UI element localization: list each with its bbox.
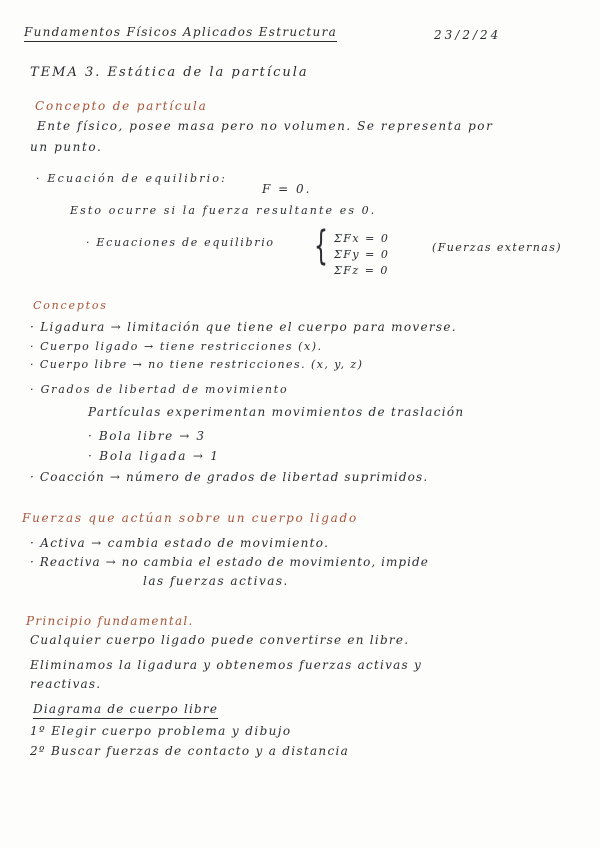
free-body-step1: 1º Elegir cuerpo problema y dibujo bbox=[30, 724, 292, 738]
forces-active: · Activa → cambia estado de movimiento. bbox=[30, 536, 330, 550]
equation-fz: ΣFz = 0 bbox=[334, 264, 389, 277]
equilibrium-note-external: (Fuerzas externas) bbox=[432, 241, 562, 254]
concept-particle-line1: Ente físico, posee masa pero no volumen. Se representa por bbox=[37, 119, 494, 133]
equilibrium-note: Esto ocurre si la fuerza resultante es 0. bbox=[70, 204, 377, 217]
equilibrium-formula: F = 0. bbox=[262, 182, 312, 196]
equation-fx: ΣFx = 0 bbox=[334, 232, 390, 245]
concepts-heading: Conceptos bbox=[33, 299, 108, 312]
concept-item-cuerpo-ligado: · Cuerpo ligado → tiene restricciones (x). bbox=[30, 340, 323, 353]
topic-title: TEMA 3. Estática de la partícula bbox=[30, 65, 309, 80]
concept-sub-traslacion: Partículas experimentan movimientos de traslación bbox=[88, 405, 465, 419]
equilibrium-equations-label: · Ecuaciones de equilibrio bbox=[86, 236, 275, 249]
free-body-step2: 2º Buscar fuerzas de contacto y a distancia bbox=[30, 744, 350, 758]
concept-particle-line2: un punto. bbox=[30, 140, 103, 154]
principle-line1: Cualquier cuerpo ligado puede convertirse en libre. bbox=[30, 633, 410, 647]
concept-sub-bola-ligada: · Bola ligada → 1 bbox=[88, 449, 220, 463]
forces-heading: Fuerzas que actúan sobre un cuerpo ligado bbox=[22, 511, 358, 525]
header-date: 23/2/24 bbox=[434, 28, 502, 42]
header-title: Fundamentos Físicos Aplicados Estructura bbox=[24, 24, 337, 42]
principle-line2: Eliminamos la ligadura y obtenemos fuerzas activas y bbox=[30, 658, 423, 672]
free-body-heading: Diagrama de cuerpo libre bbox=[33, 701, 218, 719]
forces-reactive-line2: las fuerzas activas. bbox=[143, 574, 289, 588]
concept-sub-bola-libre: · Bola libre → 3 bbox=[88, 429, 206, 443]
concept-item-cuerpo-libre: · Cuerpo libre → no tiene restricciones. (x, y, z) bbox=[30, 358, 364, 371]
forces-reactive-line1: · Reactiva → no cambia el estado de movimiento, impide bbox=[30, 555, 429, 569]
equilibrium-label-text: · Ecuación de equilibrio: bbox=[36, 172, 228, 185]
equation-fy: ΣFy = 0 bbox=[334, 248, 390, 261]
concept-item-ligadura: · Ligadura → limitación que tiene el cuerpo para moverse. bbox=[30, 320, 457, 334]
equilibrium-label bbox=[36, 171, 227, 187]
concept-item-grados-libertad: · Grados de libertad de movimiento bbox=[30, 383, 289, 396]
equations-brace: { bbox=[314, 223, 328, 269]
principle-line3: reactivas. bbox=[30, 677, 102, 691]
concept-item-coaccion: · Coacción → número de grados de libertad suprimidos. bbox=[30, 470, 429, 484]
concept-particle-heading: Concepto de partícula bbox=[35, 99, 208, 113]
principle-heading: Principio fundamental. bbox=[26, 614, 194, 628]
